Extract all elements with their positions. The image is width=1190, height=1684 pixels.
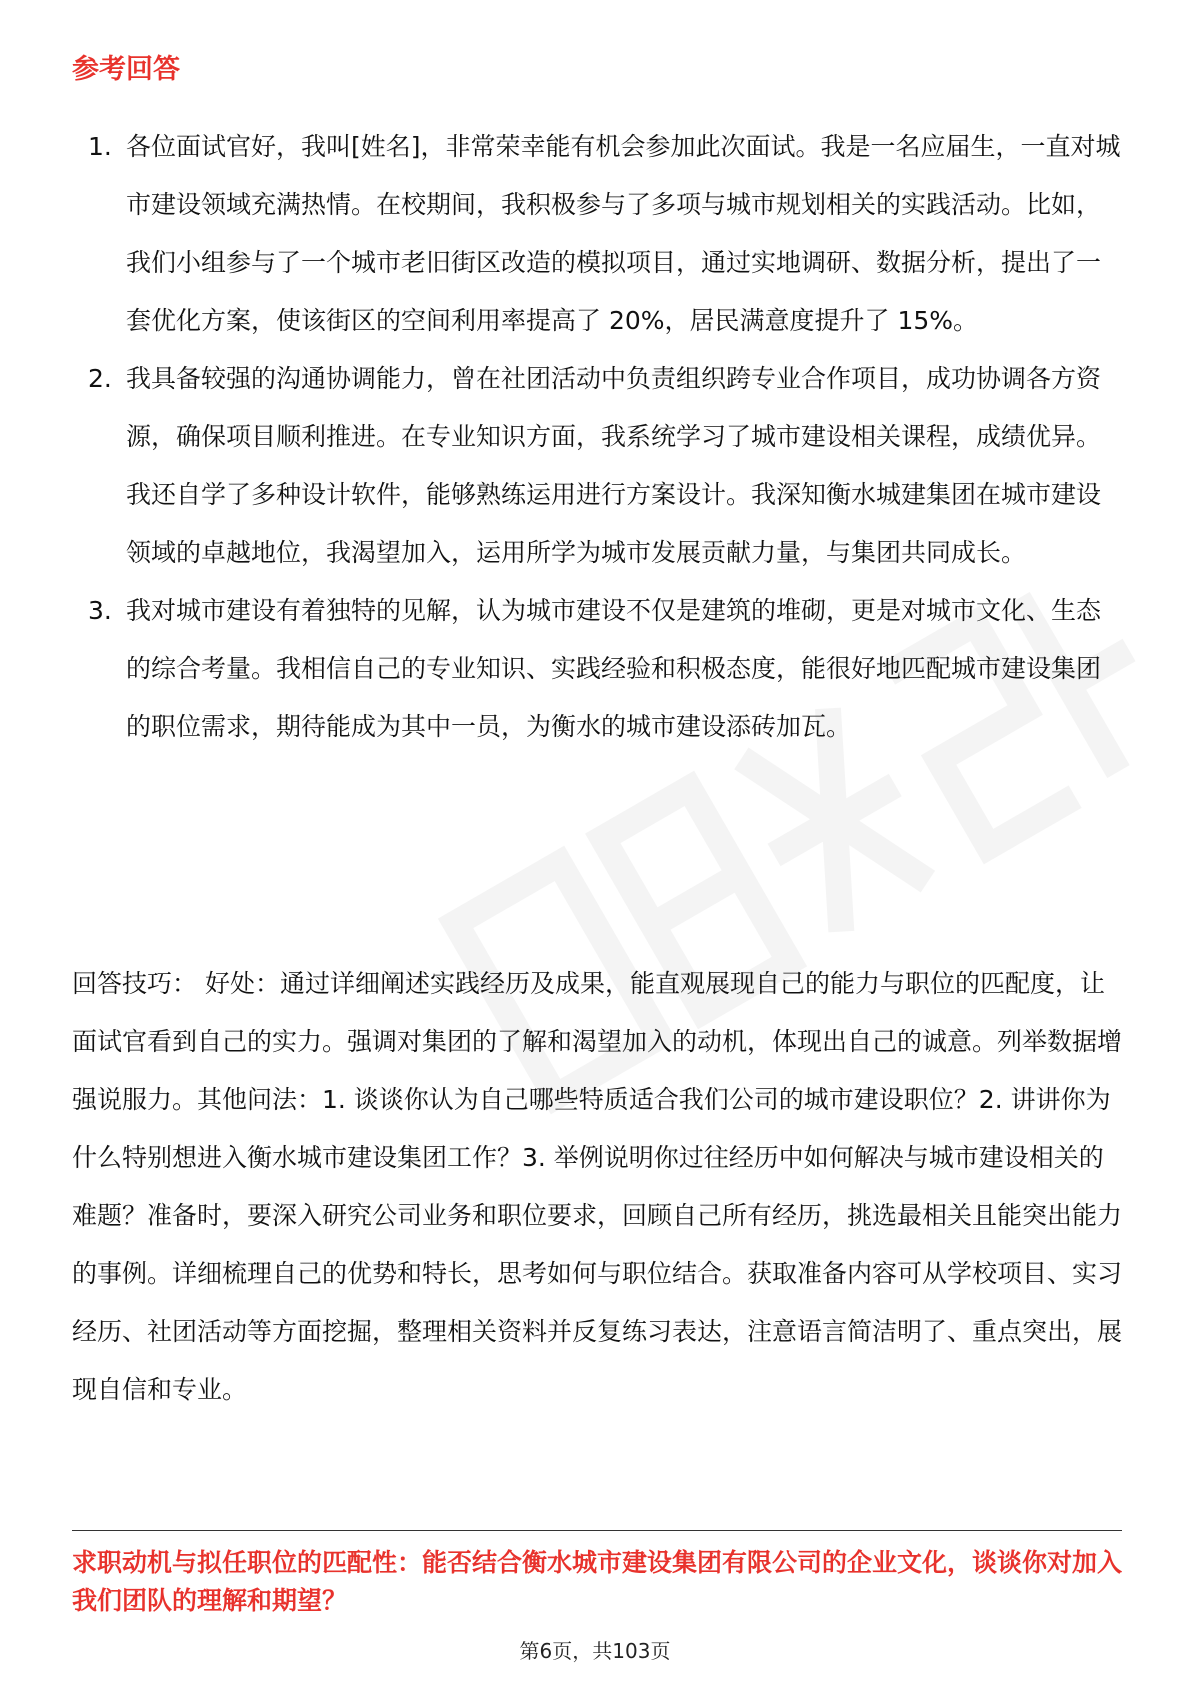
- answer-text: 各位面试官好，我叫[姓名]，非常荣幸能有机会参加此次面试。我是一名应届生，一直对城市建设领域充满热情。在校期间，我积极参与了多项与城市规划相关的实践活动。比如，我们小组参与了一个城市老旧街区改造的模拟项目，通过实地调研、数据分析，提出了一套优化方案，使该街区的空间利用率提高了 20%，居民满意度提升了 15%。: [126, 132, 1121, 335]
- answer-text: 我具备较强的沟通协调能力，曾在社团活动中负责组织跨专业合作项目，成功协调各方资源，确保项目顺利推进。在专业知识方面，我系统学习了城市建设相关课程，成绩优异。我还自学了多种设计软件，能够熟练运用进行方案设计。我深知衡水城建集团在城市建设领域的卓越地位，我渴望加入，运用所学为城市发展贡献力量，与集团共同成长。: [126, 364, 1102, 567]
- answer-item-2: [72, 350, 1122, 582]
- section-divider: [72, 1530, 1122, 1531]
- answer-number: 1.: [88, 132, 112, 161]
- answer-tips: 回答技巧： 好处：通过详细阐述实践经历及成果，能直观展现自己的能力与职位的匹配度，让面试官看到自己的实力。强调对集团的了解和渴望加入的动机，体现出自己的诚意。列举数据增强说服力。其他问法：1. 谈谈你认为自己哪些特质适合我们公司的城市建设职位？2. 讲讲你为什么特别想进入衡水城市建设集团工作？3. 举例说明你过往经历中如何解决与城市建设相关的难题？准备时，要深入研究公司业务和职位要求，回顾自己所有经历，挑选最相关且能突出能力的事例。详细梳理自己的优势和特长，思考如何与职位结合。获取准备内容可从学校项目、实习经历、社团活动等方面挖掘，整理相关资料并反复练习表达，注意语言简洁明了、重点突出，展现自信和专业。: [72, 969, 1123, 1404]
- next-question: 求职动机与拟任职位的匹配性：能否结合衡水城市建设集团有限公司的企业文化，谈谈你对加入我们团队的理解和期望？: [72, 1548, 1123, 1615]
- answer-list: [72, 118, 1122, 756]
- answer-item-1: [72, 118, 1122, 350]
- answer-number: 2.: [88, 364, 112, 393]
- section-title: 参考回答: [72, 54, 180, 85]
- page-number: 第6页，共103页: [519, 1639, 671, 1663]
- answer-text: 我对城市建设有着独特的见解，认为城市建设不仅是建筑的堆砌，更是对城市文化、生态的综合考量。我相信自己的专业知识、实践经验和积极态度，能很好地匹配城市建设集团的职位需求，期待能成为其中一员，为衡水的城市建设添砖加瓦。: [126, 596, 1102, 741]
- answer-number: 3.: [88, 596, 112, 625]
- answer-item-3: [72, 582, 1122, 756]
